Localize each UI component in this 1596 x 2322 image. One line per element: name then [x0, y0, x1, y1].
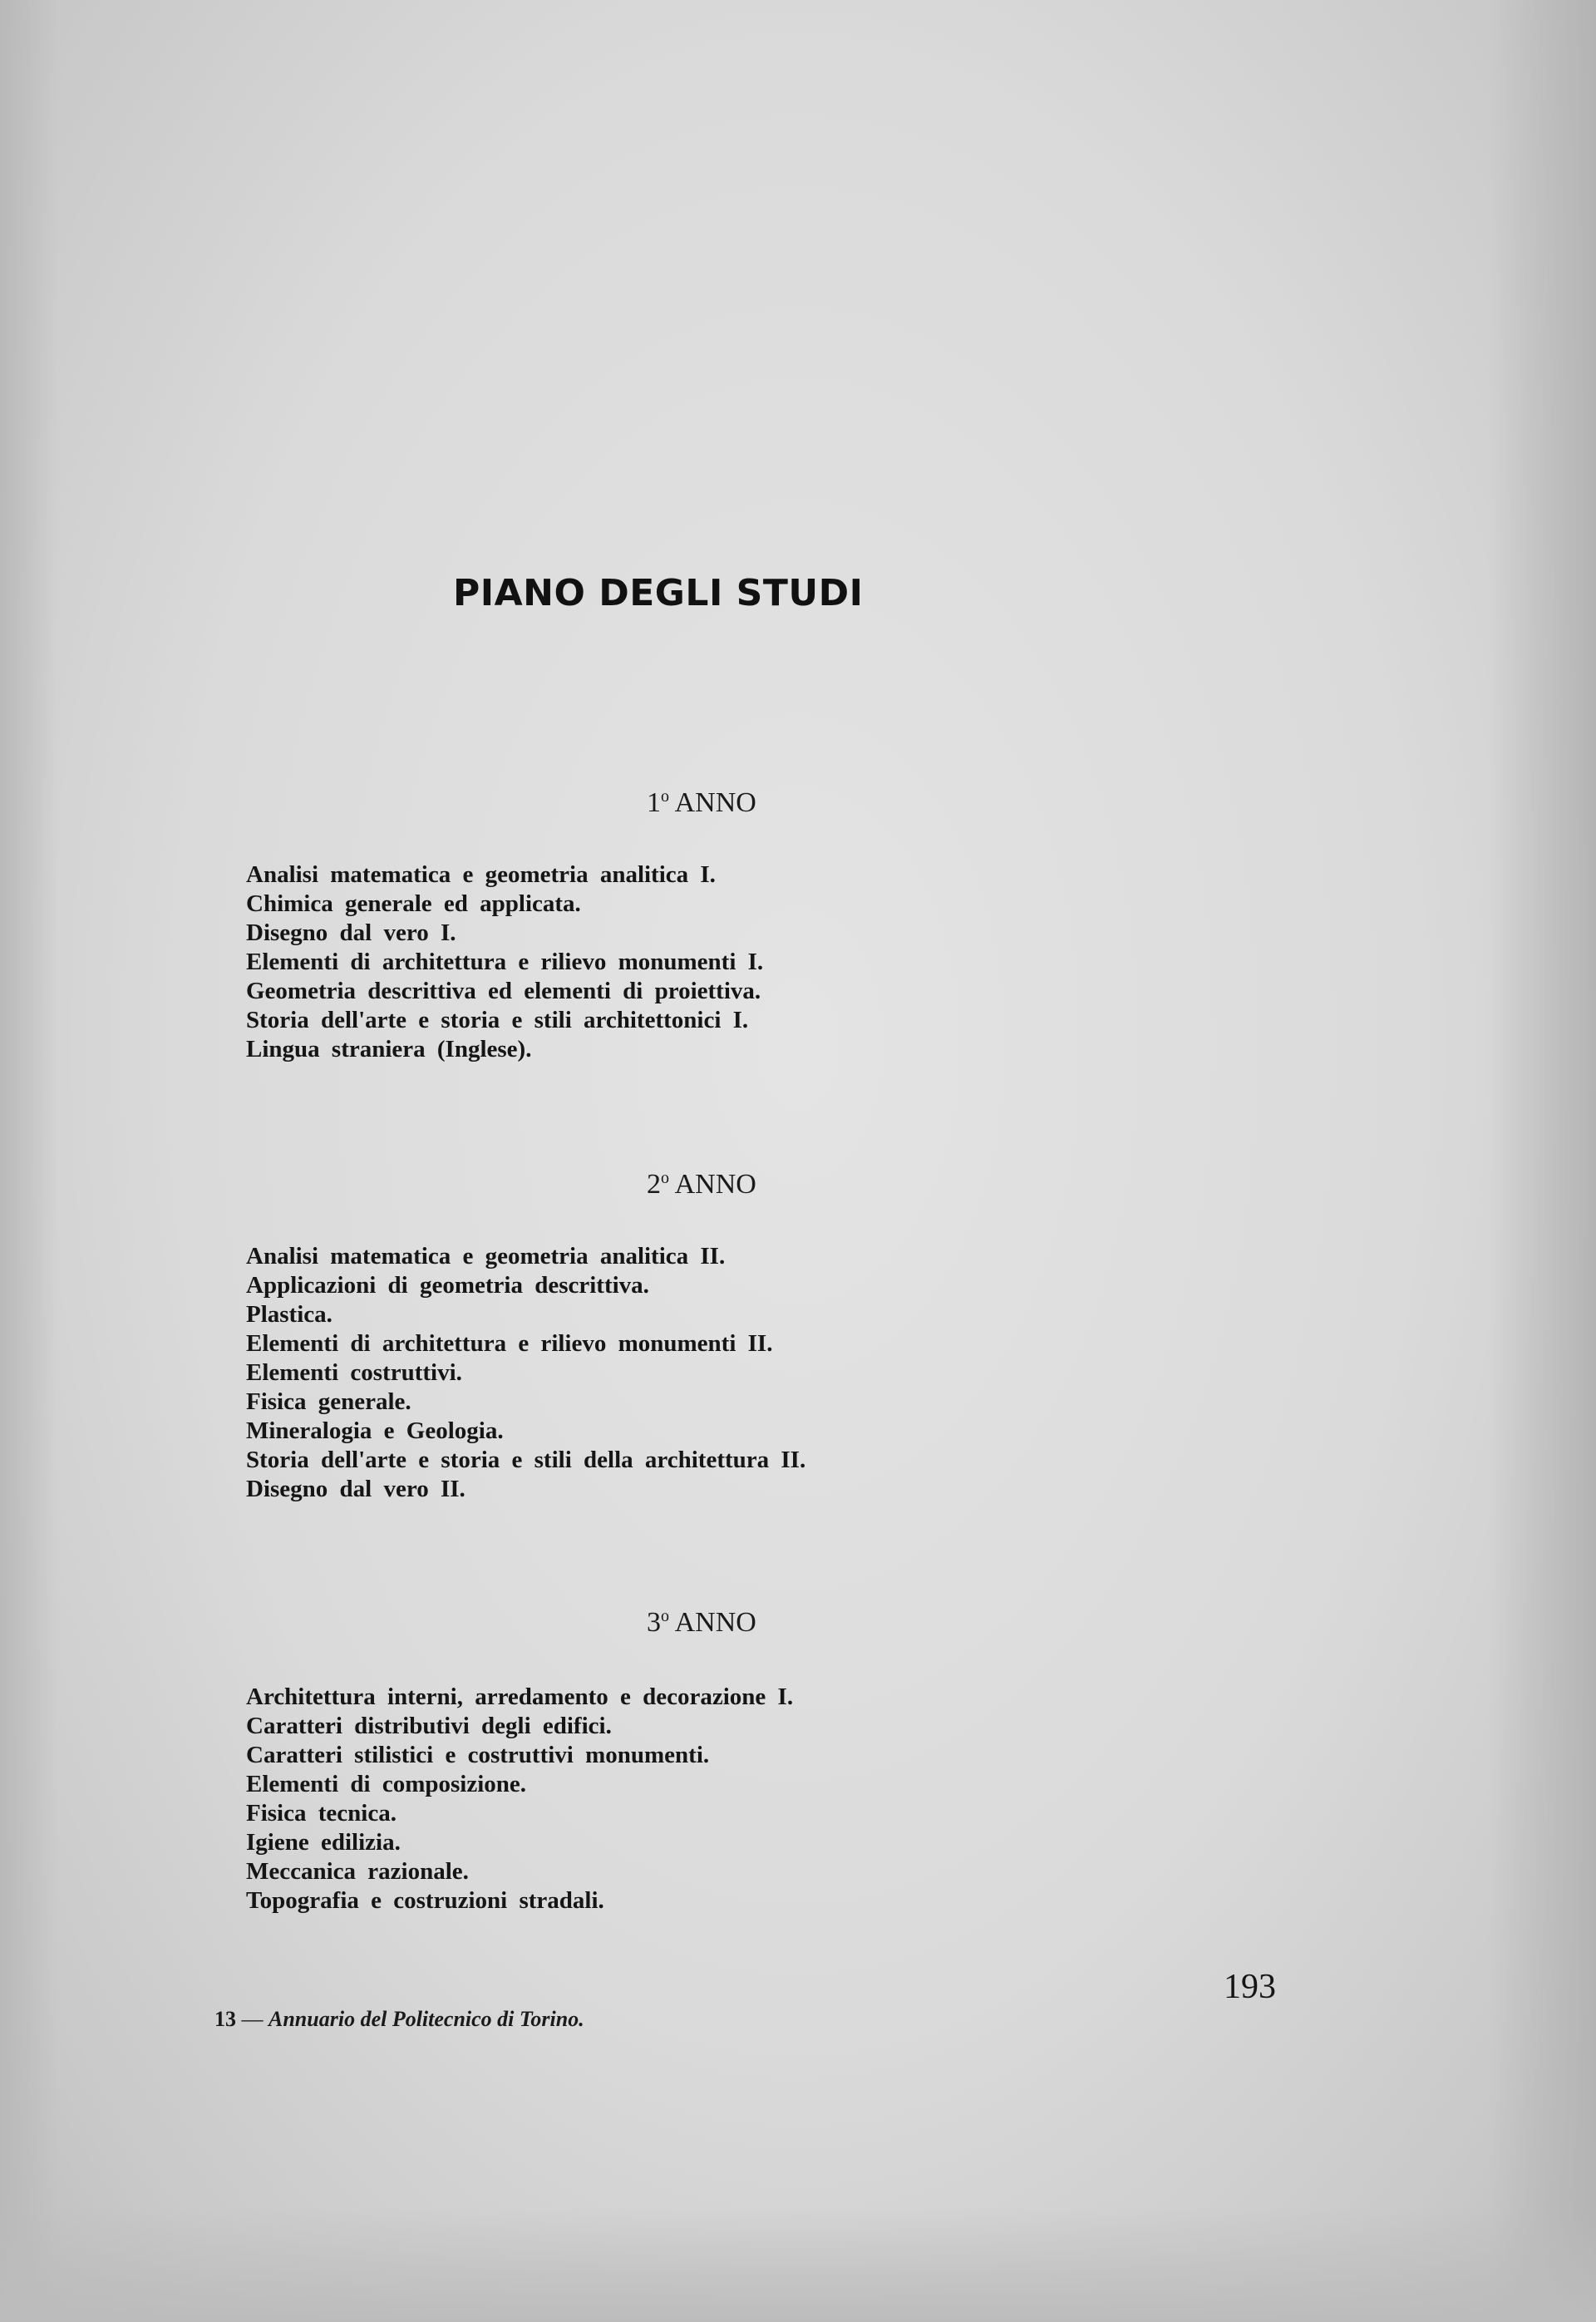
year-ordinal-suffix: o	[661, 787, 669, 806]
page-number: 193	[1224, 1968, 1276, 2006]
course-item: Igiene edilizia.	[246, 1829, 401, 1856]
course-item: Storia dell'arte e storia e stili architettonici I.	[246, 1007, 749, 1033]
course-item: Mineralogia e Geologia.	[246, 1417, 504, 1444]
signature-number: 13	[214, 2007, 236, 2031]
year-heading-2	[647, 1169, 756, 1200]
course-item: Disegno dal vero I.	[246, 919, 456, 946]
course-item: Elementi costruttivi.	[246, 1359, 462, 1386]
course-item: Caratteri stilistici e costruttivi monumenti.	[246, 1742, 710, 1768]
year-number: 3	[647, 1607, 661, 1638]
course-list-year-2	[246, 1242, 805, 1504]
footer-dash: —	[241, 2007, 264, 2031]
year-ordinal-suffix: o	[661, 1169, 669, 1187]
page-shadow-right	[1488, 0, 1596, 2322]
year-label: ANNO	[674, 1169, 756, 1200]
course-item: Elementi di architettura e rilievo monumenti II.	[246, 1330, 773, 1357]
course-item: Fisica generale.	[246, 1388, 411, 1415]
year-label: ANNO	[674, 787, 756, 818]
course-item: Storia dell'arte e storia e stili della architettura II.	[246, 1447, 806, 1473]
course-item: Lingua straniera (Inglese).	[246, 1036, 532, 1062]
course-item: Plastica.	[246, 1301, 332, 1328]
course-list-year-3	[246, 1683, 793, 1915]
page-shadow-bottom	[0, 2206, 1596, 2322]
course-item: Chimica generale ed applicata.	[246, 890, 581, 917]
course-item: Caratteri distributivi degli edifici.	[246, 1713, 612, 1739]
year-heading-3	[647, 1607, 756, 1639]
year-number: 1	[647, 787, 661, 818]
page-shadow-left	[0, 0, 58, 2322]
course-item: Disegno dal vero II.	[246, 1476, 466, 1502]
course-item: Architettura interni, arredamento e decorazione I.	[246, 1684, 794, 1710]
course-item: Meccanica razionale.	[246, 1858, 469, 1885]
course-item: Fisica tecnica.	[246, 1800, 397, 1827]
course-list-year-1	[246, 860, 763, 1064]
course-item: Applicazioni di geometria descrittiva.	[246, 1272, 649, 1299]
course-item: Elementi di architettura e rilievo monumenti I.	[246, 949, 764, 975]
page-footer	[214, 2007, 584, 2032]
course-item: Analisi matematica e geometria analitica I.	[246, 861, 716, 888]
course-item: Elementi di composizione.	[246, 1771, 527, 1797]
course-item: Topografia e costruzioni stradali.	[246, 1887, 604, 1914]
year-ordinal-suffix: o	[661, 1607, 669, 1625]
year-number: 2	[647, 1169, 661, 1200]
year-label: ANNO	[674, 1607, 756, 1638]
course-item: Analisi matematica e geometria analitica II.	[246, 1243, 726, 1269]
year-heading-1	[647, 787, 756, 819]
course-item: Geometria descrittiva ed elementi di proiettiva.	[246, 978, 761, 1004]
page-title: PIANO DEGLI STUDI	[453, 572, 864, 614]
publication-title: Annuario del Politecnico di Torino.	[268, 2007, 584, 2031]
